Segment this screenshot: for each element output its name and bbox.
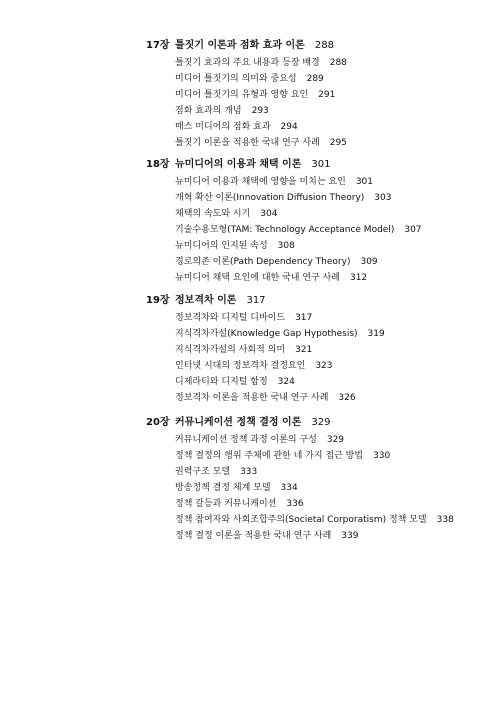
section-item xyxy=(0,55,500,71)
section-title: 뉴미디어 이용과 채택에 영향을 미치는 요인 xyxy=(175,177,346,187)
section-page-number: 321 xyxy=(295,345,313,355)
section-item xyxy=(0,496,500,512)
section-title: 정보격차 이론을 적용한 국내 연구 사례 xyxy=(175,393,329,403)
section-page-number: 288 xyxy=(329,58,347,68)
section-title: 정책 참여자와 사회조합주의(Societal Corporatism) 정책 모델 xyxy=(175,515,427,525)
chapter-number: 19장 xyxy=(146,295,170,306)
chapter-title xyxy=(175,37,334,55)
section-list xyxy=(0,174,500,286)
section-page-number: 291 xyxy=(318,90,336,100)
section-title: 뉴미디어 채택 요인에 대한 국내 연구 사례 xyxy=(175,273,340,283)
section-list xyxy=(0,310,500,406)
section-title: 디제라티와 디지털 함정 xyxy=(175,377,268,387)
chapter-title-text: 틀짓기 이론과 점화 효과 이론 xyxy=(175,40,305,51)
section-item xyxy=(0,87,500,103)
section-page-number: 336 xyxy=(286,499,304,509)
section-item xyxy=(0,222,500,238)
section-item xyxy=(0,432,500,448)
section-page-number: 333 xyxy=(240,467,258,477)
section-item xyxy=(0,174,500,190)
section-page-number: 303 xyxy=(374,193,392,203)
chapter-number: 20장 xyxy=(146,417,170,428)
section-item xyxy=(0,358,500,374)
chapter-page-number: 301 xyxy=(311,159,331,170)
section-item xyxy=(0,512,500,528)
chapter-20 xyxy=(0,414,500,544)
section-title: 지식격차가설(Knowledge Gap Hypothesis) xyxy=(175,329,358,339)
section-title: 뉴미디어의 인지된 속성 xyxy=(175,241,268,251)
chapter-title xyxy=(175,414,330,432)
section-page-number: 324 xyxy=(277,377,295,387)
chapter-heading xyxy=(0,156,500,174)
section-item xyxy=(0,374,500,390)
section-title: 지식격차가설의 사회적 의미 xyxy=(175,345,286,355)
section-item xyxy=(0,119,500,135)
chapter-page-number: 329 xyxy=(311,417,331,428)
chapter-heading xyxy=(0,292,500,310)
section-title: 매스 미디어의 점화 효과 xyxy=(175,122,271,132)
chapter-number: 17장 xyxy=(146,40,170,51)
section-item xyxy=(0,326,500,342)
section-title: 경로의존 이론(Path Dependency Theory) xyxy=(175,257,351,267)
section-page-number: 304 xyxy=(260,209,278,219)
section-item xyxy=(0,310,500,326)
section-page-number: 317 xyxy=(295,313,313,323)
section-title: 정책 갈등과 커뮤니케이션 xyxy=(175,499,277,509)
section-page-number: 319 xyxy=(367,329,385,339)
section-item xyxy=(0,103,500,119)
section-title: 정책 결정 이론을 적용한 국내 연구 사례 xyxy=(175,531,332,541)
section-title: 정보격차와 디지털 디바이드 xyxy=(175,313,286,323)
section-page-number: 334 xyxy=(280,483,298,493)
chapter-heading xyxy=(0,37,500,55)
section-title: 권력구조 모델 xyxy=(175,467,231,477)
section-page-number: 309 xyxy=(360,257,378,267)
chapter-17 xyxy=(0,37,500,151)
section-title: 틀짓기 이론을 적용한 국내 연구 사례 xyxy=(175,138,320,148)
chapter-title-text: 커뮤니케이션 정책 결정 이론 xyxy=(175,417,302,428)
section-title: 틀짓기 효과의 주요 내용과 등장 배경 xyxy=(175,58,320,68)
section-title: 미디어 틀짓기의 유형과 영향 요인 xyxy=(175,90,309,100)
chapter-title-text: 정보격차 이론 xyxy=(175,295,237,306)
section-page-number: 295 xyxy=(329,138,347,148)
section-item xyxy=(0,135,500,151)
section-item xyxy=(0,238,500,254)
chapter-heading xyxy=(0,414,500,432)
section-page-number: 294 xyxy=(280,122,298,132)
section-page-number: 329 xyxy=(326,435,345,445)
chapter-number: 18장 xyxy=(146,159,170,170)
section-item xyxy=(0,71,500,87)
chapter-page-number: 288 xyxy=(314,40,334,51)
chapter-page-number: 317 xyxy=(246,295,266,306)
section-page-number: 289 xyxy=(306,74,324,84)
section-item xyxy=(0,206,500,222)
section-page-number: 326 xyxy=(338,393,356,403)
section-title: 정책 결정의 행위 주체에 관한 네 가지 접근 방법 xyxy=(175,451,364,461)
section-item xyxy=(0,254,500,270)
section-item xyxy=(0,464,500,480)
section-title: 개혁 확산 이론(Innovation Diffusion Theory) xyxy=(175,193,365,203)
section-title: 기술수용모형(TAM: Technology Acceptance Model) xyxy=(175,225,395,235)
chapter-title xyxy=(175,292,266,310)
section-title: 인터넷 시대의 정보격차 결정요인 xyxy=(175,361,306,371)
section-title: 방송정책 결정 체계 모델 xyxy=(175,483,271,493)
section-item xyxy=(0,390,500,406)
section-item xyxy=(0,342,500,358)
section-item xyxy=(0,270,500,286)
section-page-number: 312 xyxy=(349,273,368,283)
section-item xyxy=(0,480,500,496)
section-title: 커뮤니케이션 정책 과정 이론의 구성 xyxy=(175,435,317,445)
chapter-title-text: 뉴미디어의 이용과 채택 이론 xyxy=(175,159,302,170)
section-item xyxy=(0,528,500,544)
section-page-number: 338 xyxy=(436,515,454,525)
section-item xyxy=(0,190,500,206)
section-list xyxy=(0,55,500,151)
section-title: 채택의 속도와 시기 xyxy=(175,209,251,219)
section-page-number: 308 xyxy=(277,241,295,251)
section-title: 미디어 틀짓기의 의미와 중요성 xyxy=(175,74,297,84)
section-item xyxy=(0,448,500,464)
section-page-number: 339 xyxy=(341,531,359,541)
section-list xyxy=(0,432,500,544)
chapter-18 xyxy=(0,156,500,286)
chapter-19 xyxy=(0,292,500,406)
section-page-number: 293 xyxy=(251,106,269,116)
chapter-title xyxy=(175,156,330,174)
section-page-number: 330 xyxy=(373,451,391,461)
section-title: 점화 효과의 개념 xyxy=(175,106,242,116)
section-page-number: 307 xyxy=(404,225,422,235)
section-page-number: 323 xyxy=(315,361,333,371)
section-page-number: 301 xyxy=(355,177,373,187)
